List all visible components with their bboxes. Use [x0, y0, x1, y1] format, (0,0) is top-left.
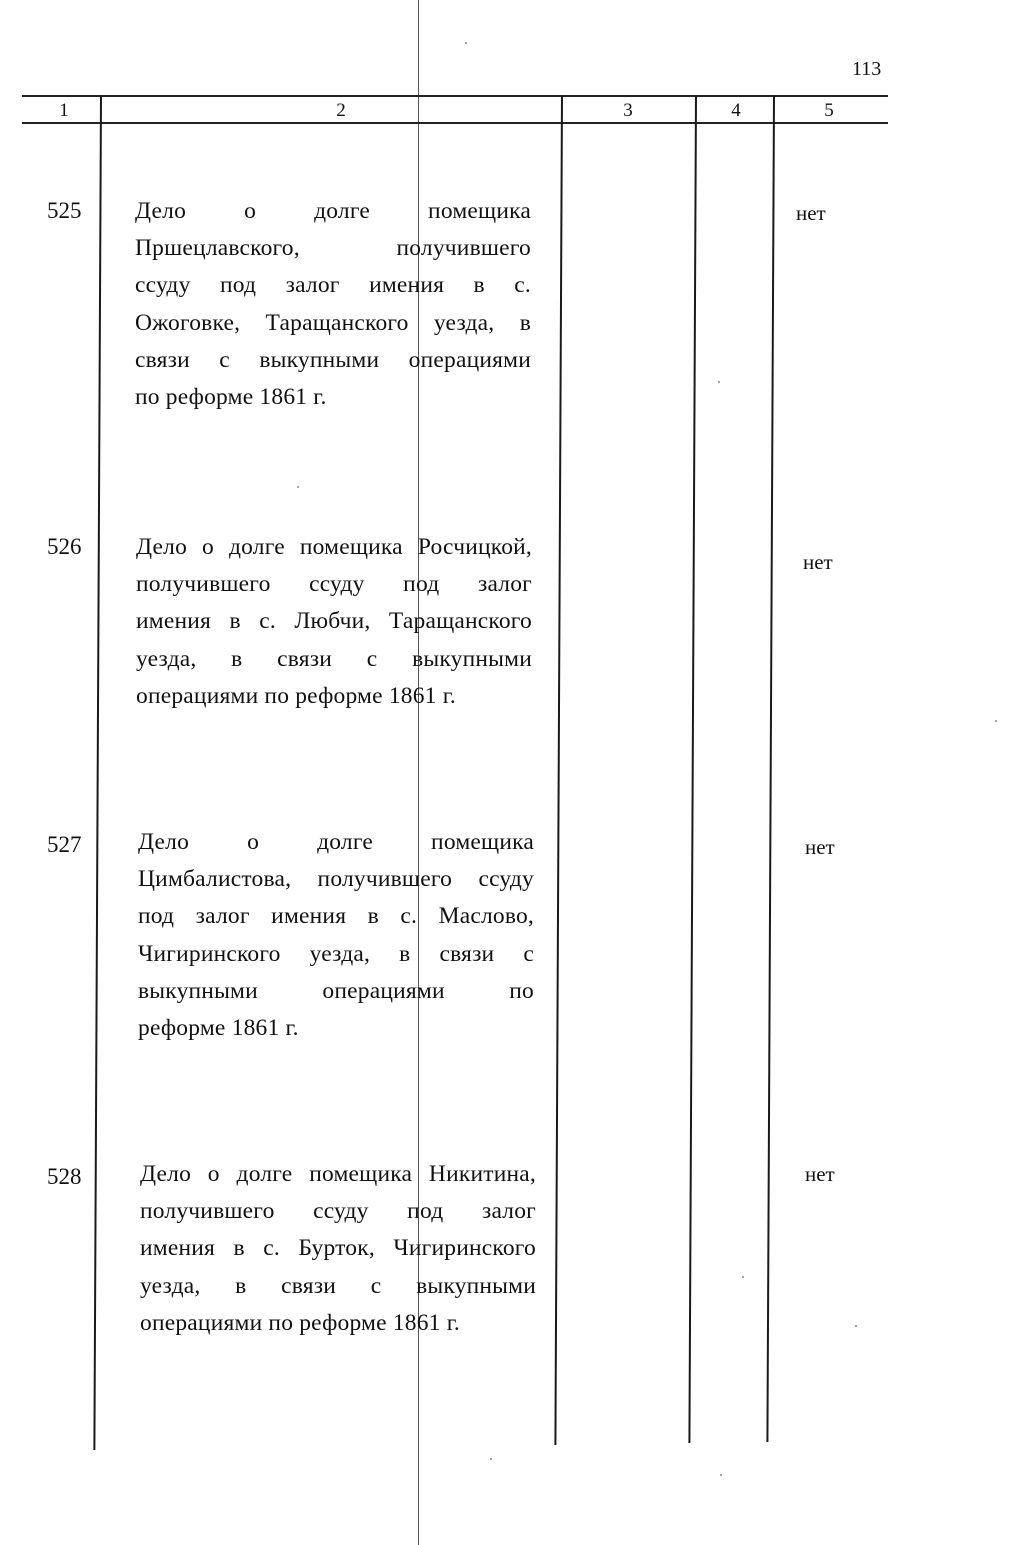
availability-note: нет	[796, 201, 826, 225]
column-divider-4-5	[766, 95, 774, 1442]
description-line: уезда, в связи с выкупными	[136, 645, 532, 672]
description-line: Дело о долге помещика Росчицкой,	[136, 534, 532, 560]
description-line: Дело о долге помещика	[135, 198, 531, 224]
row-number: 526	[47, 534, 82, 559]
scan-speck	[490, 1458, 492, 1460]
description-line: под залог имения в с. Маслово,	[138, 903, 534, 930]
description-line: связи с выкупными операциями	[135, 346, 531, 373]
column-header-3: 3	[623, 100, 633, 121]
scan-speck	[855, 1325, 857, 1327]
row-description	[135, 193, 531, 416]
table-top-rule	[22, 95, 888, 97]
column-divider-1-2	[93, 95, 101, 1450]
description-line: Чигиринского уезда, в связи с	[138, 940, 534, 967]
scan-speck	[718, 381, 720, 383]
row-description	[136, 529, 532, 715]
description-line: выкупными операциями по	[138, 977, 534, 1004]
availability-note: нет	[803, 550, 833, 574]
availability-note: нет	[805, 1162, 835, 1186]
table-header-bottom-rule	[22, 122, 888, 124]
column-divider-2-3	[554, 95, 562, 1445]
column-header-1: 1	[59, 100, 69, 121]
description-line: Пршецлавского, получившего	[135, 235, 531, 262]
column-header-5: 5	[824, 100, 834, 121]
description-line: Ожоговке, Таращанского уезда, в	[135, 309, 531, 336]
description-line: операциями по реформе 1861 г.	[140, 1309, 460, 1336]
scan-speck	[465, 42, 467, 44]
scan-speck	[297, 486, 299, 488]
description-line: реформе 1861 г.	[138, 1015, 299, 1042]
description-line: Дело о долге помещика	[138, 829, 534, 855]
row-number: 528	[47, 1164, 82, 1189]
description-line: уезда, в связи с выкупными	[140, 1272, 536, 1299]
column-divider-3-4	[688, 95, 696, 1443]
description-line: получившего ссуду под залог	[140, 1198, 536, 1225]
row-number: 525	[47, 198, 82, 223]
description-line: Цимбалистова, получившего ссуду	[138, 866, 534, 893]
description-line: ссуду под залог имения в с.	[135, 272, 531, 299]
description-line: получившего ссуду под залог	[136, 571, 532, 598]
scan-speck	[742, 1276, 744, 1278]
description-line: имения в с. Любчи, Таращанского	[136, 608, 532, 635]
availability-note: нет	[805, 835, 835, 859]
description-line: Дело о долге помещика Никитина,	[140, 1161, 536, 1187]
scan-speck	[995, 720, 997, 722]
column-header-4: 4	[731, 100, 741, 121]
description-line: операциями по реформе 1861 г.	[136, 682, 456, 709]
row-description	[138, 824, 534, 1047]
description-line: имения в с. Бурток, Чигиринского	[140, 1235, 536, 1262]
page-number: 113	[852, 58, 882, 80]
row-number: 527	[47, 832, 82, 857]
scan-speck	[720, 1474, 722, 1476]
row-description	[140, 1156, 536, 1342]
column-header-2: 2	[336, 100, 346, 121]
description-line: по реформе 1861 г.	[135, 384, 327, 411]
